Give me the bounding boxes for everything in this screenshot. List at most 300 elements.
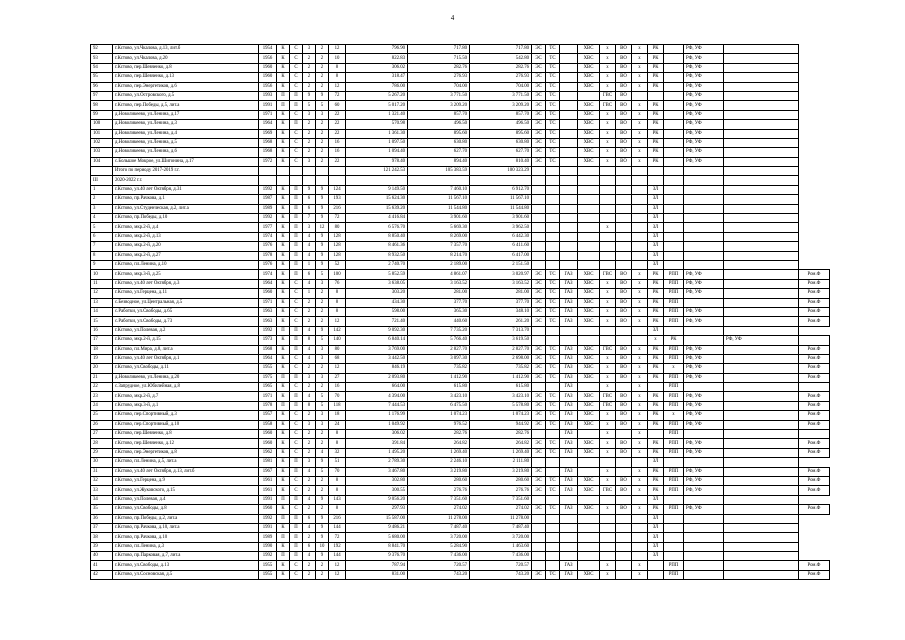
wall-material-b-cell	[290, 167, 303, 176]
floors-cell: 3	[316, 373, 329, 382]
mark-cell: х	[632, 120, 648, 129]
address-cell: г.Кстово, пл.Ленина, д.5, лит.а	[113, 458, 259, 467]
foundation-repair-cell	[724, 101, 799, 110]
mark-cell: х	[632, 317, 648, 326]
mark-cell: х	[632, 298, 648, 307]
total-area-cell: 1 321.40	[346, 110, 408, 119]
sewerage-cell	[616, 176, 632, 185]
floors-cell: 2	[316, 430, 329, 439]
wall-material-a-cell: К	[277, 486, 290, 495]
basement-repair-cell	[664, 495, 684, 504]
wall-material-a-cell: К	[277, 570, 290, 579]
mark-cell	[632, 185, 648, 194]
mark-cell	[632, 176, 648, 185]
mark-cell: х	[632, 373, 648, 382]
row-number-cell: 27	[91, 430, 113, 439]
basement-repair-cell	[664, 242, 684, 251]
apartments-cell: 8	[329, 63, 346, 72]
basement-repair-cell	[664, 514, 684, 523]
power-supply-cell: ЭС	[532, 345, 546, 354]
heat-supply-cell: ТС	[546, 411, 560, 420]
facade-repair-cell	[684, 514, 724, 523]
gas-supply-cell	[560, 542, 578, 551]
roof-repair-cell: РК	[648, 439, 664, 448]
roof-repair-cell	[648, 570, 664, 579]
power-supply-cell	[532, 260, 546, 269]
power-supply-cell: ЭС	[532, 270, 546, 279]
mark-cell: х	[632, 430, 648, 439]
heat-supply-cell	[546, 326, 560, 335]
table-row	[91, 298, 830, 307]
total-area-cell: 300.55	[346, 486, 408, 495]
sewerage-cell: ВО	[616, 101, 632, 110]
cold-water-cell: ХВС	[578, 63, 600, 72]
address-cell: 2020-2022 г.г.	[113, 176, 259, 185]
foundation-repair-cell	[724, 458, 799, 467]
cold-water-cell: ХВС	[578, 148, 600, 157]
living-area-cell: 5 284.90	[408, 542, 470, 551]
foundation-repair-cell	[724, 392, 799, 401]
total-area-cell: 297.93	[346, 505, 408, 514]
roof-repair-cell: ЗЛ	[648, 195, 664, 204]
basement-repair-cell	[664, 185, 684, 194]
hot-water-cell: х	[600, 129, 616, 138]
total-area-cell: 306.02	[346, 430, 408, 439]
heat-supply-cell	[546, 242, 560, 251]
living-area-cell: 3 209.20	[408, 101, 470, 110]
hot-water-cell: х	[600, 317, 616, 326]
address-cell: г.Кстово, мкр.3-й, д.1	[113, 401, 259, 410]
basement-repair-cell	[664, 232, 684, 241]
floors-cell: 9	[316, 185, 329, 194]
wall-material-a-cell: К	[277, 195, 290, 204]
entrances-cell: 8	[303, 401, 316, 410]
living-area-cell: 365.30	[408, 307, 470, 316]
living-area-cell: 11 567.10	[408, 195, 470, 204]
basement-repair-cell: РПП	[664, 467, 684, 476]
undefined-cell	[799, 430, 830, 439]
wall-material-a-cell: К	[277, 411, 290, 420]
wall-material-b-cell: С	[290, 63, 303, 72]
facade-repair-cell: РФ, УФ	[684, 476, 724, 485]
facade-repair-cell: РФ, УФ	[684, 101, 724, 110]
row-number-cell	[91, 167, 113, 176]
entrances-cell: 3	[303, 420, 316, 429]
apartments-cell: 192	[329, 542, 346, 551]
sewerage-cell: ВО	[616, 373, 632, 382]
apartments-cell: 100	[329, 270, 346, 279]
floors-cell: 9	[316, 523, 329, 532]
residential-area-cell: 11 278.00	[470, 514, 532, 523]
mark-cell	[632, 495, 648, 504]
apartments-cell: 80	[329, 345, 346, 354]
table-row	[91, 167, 830, 176]
mark-cell: х	[632, 401, 648, 410]
row-number-cell: 94	[91, 63, 113, 72]
floors-cell: 2	[316, 476, 329, 485]
foundation-repair-cell	[724, 354, 799, 363]
entrances-cell: 5	[303, 101, 316, 110]
living-area-cell: 7 357.70	[408, 242, 470, 251]
basement-repair-cell: РПП	[664, 486, 684, 495]
entrances-cell: 2	[303, 476, 316, 485]
undefined-cell: Ром.Ф	[799, 392, 830, 401]
apartments-cell: 16	[329, 138, 346, 147]
roof-repair-cell: РК	[648, 138, 664, 147]
build-year-cell: 1954	[259, 45, 277, 54]
mark-cell: х	[632, 110, 648, 119]
build-year-cell: 1955	[259, 364, 277, 373]
facade-repair-cell: РФ, УФ	[684, 364, 724, 373]
basement-repair-cell: РПП	[664, 307, 684, 316]
foundation-repair-cell	[724, 148, 799, 157]
row-number-cell: 38	[91, 533, 113, 542]
table-row	[91, 354, 830, 363]
total-area-cell: 786.00	[346, 82, 408, 91]
entrances-cell: 4	[303, 242, 316, 251]
table-row	[91, 176, 830, 185]
wall-material-b-cell: П	[290, 185, 303, 194]
build-year-cell: 1971	[259, 110, 277, 119]
entrances-cell: 6	[303, 270, 316, 279]
mark-cell: х	[632, 486, 648, 495]
entrances-cell: 9	[303, 185, 316, 194]
basement-repair-cell	[664, 223, 684, 232]
basement-repair-cell	[664, 458, 684, 467]
floors-cell: 2	[316, 298, 329, 307]
address-cell: г.Кстово, ул.Полевая, д.4	[113, 495, 259, 504]
hot-water-cell: х	[600, 307, 616, 316]
wall-material-a-cell: К	[277, 242, 290, 251]
foundation-repair-cell	[724, 232, 799, 241]
apartments-cell: 8	[329, 476, 346, 485]
address-cell: г.Кстово, пер.Спортивный, д.3	[113, 411, 259, 420]
facade-repair-cell	[684, 260, 724, 269]
residential-area-cell: 717.80	[470, 45, 532, 54]
facade-repair-cell	[684, 298, 724, 307]
wall-material-b-cell: С	[290, 317, 303, 326]
residential-area-cell: 281.00	[470, 289, 532, 298]
heat-supply-cell	[546, 383, 560, 392]
sewerage-cell	[616, 242, 632, 251]
apartments-cell	[329, 167, 346, 176]
foundation-repair-cell	[724, 279, 799, 288]
power-supply-cell: ЭС	[532, 411, 546, 420]
gas-supply-cell	[560, 73, 578, 82]
build-year-cell: 1992	[259, 214, 277, 223]
residential-area-cell: 3 209.20	[470, 101, 532, 110]
build-year-cell: 1968	[259, 345, 277, 354]
basement-repair-cell	[664, 129, 684, 138]
gas-supply-cell: ГАЗ	[560, 467, 578, 476]
residential-area-cell: 3 020.97	[470, 270, 532, 279]
wall-material-b-cell: П	[290, 232, 303, 241]
wall-material-a-cell: К	[277, 260, 290, 269]
floors-cell: 3	[316, 110, 329, 119]
basement-repair-cell: РПП	[664, 270, 684, 279]
sewerage-cell: ВО	[616, 129, 632, 138]
power-supply-cell	[532, 223, 546, 232]
power-supply-cell: ЭС	[532, 110, 546, 119]
entrances-cell: 4	[303, 345, 316, 354]
entrances-cell: 4	[303, 523, 316, 532]
facade-repair-cell: РФ, УФ	[684, 73, 724, 82]
entrances-cell: 2	[303, 364, 316, 373]
roof-repair-cell: РК	[648, 448, 664, 457]
living-area-cell: 2 246.10	[408, 458, 470, 467]
apartments-cell: 70	[329, 467, 346, 476]
apartments-cell: 8	[329, 430, 346, 439]
sewerage-cell	[616, 467, 632, 476]
cold-water-cell: ХВС	[578, 570, 600, 579]
undefined-cell: Ром.Ф	[799, 307, 830, 316]
facade-repair-cell	[684, 458, 724, 467]
sewerage-cell	[616, 561, 632, 570]
gas-supply-cell	[560, 176, 578, 185]
gas-supply-cell	[560, 251, 578, 260]
hot-water-cell: х	[600, 82, 616, 91]
table-row	[91, 91, 830, 100]
foundation-repair-cell	[724, 401, 799, 410]
total-area-cell: 846.19	[346, 364, 408, 373]
table-row	[91, 270, 830, 279]
total-area-cell: 4 394.00	[346, 392, 408, 401]
table-row	[91, 289, 830, 298]
gas-supply-cell: ГАЗ	[560, 570, 578, 579]
basement-repair-cell: РПП	[664, 401, 684, 410]
wall-material-a-cell: К	[277, 364, 290, 373]
row-number-cell: 32	[91, 476, 113, 485]
address-cell: г.Кстово, ул.Полевая, д.2	[113, 326, 259, 335]
cold-water-cell: ХВС	[578, 439, 600, 448]
apartments-cell: 72	[329, 533, 346, 542]
hot-water-cell	[600, 260, 616, 269]
gas-supply-cell: ГАЗ	[560, 345, 578, 354]
sewerage-cell: ВО	[616, 45, 632, 54]
mark-cell: х	[632, 54, 648, 63]
apartments-cell: 22	[329, 129, 346, 138]
row-number-cell: 21	[91, 373, 113, 382]
heat-supply-cell	[546, 514, 560, 523]
cold-water-cell: ХВС	[578, 82, 600, 91]
sewerage-cell: ВО	[616, 157, 632, 166]
power-supply-cell: ЭС	[532, 298, 546, 307]
table-row	[91, 54, 830, 63]
wall-material-a-cell: К	[277, 45, 290, 54]
residential-area-cell: 542.80	[470, 54, 532, 63]
mark-cell: х	[632, 354, 648, 363]
entrances-cell	[303, 176, 316, 185]
facade-repair-cell	[684, 533, 724, 542]
entrances-cell: 1	[303, 289, 316, 298]
roof-repair-cell	[648, 430, 664, 439]
address-cell: г.Кстово, ул.Сосновская, д.5	[113, 570, 259, 579]
floors-cell: 9	[316, 533, 329, 542]
cold-water-cell: ХВС	[578, 298, 600, 307]
gas-supply-cell: ГАЗ	[560, 289, 578, 298]
table-row	[91, 251, 830, 260]
residential-area-cell: 7 351.60	[470, 495, 532, 504]
table-row	[91, 495, 830, 504]
apartments-cell: 144	[329, 552, 346, 561]
table-row	[91, 448, 830, 457]
address-cell: д.Новоликеево, ул.Ленина, д.3	[113, 120, 259, 129]
cold-water-cell	[578, 542, 600, 551]
basement-repair-cell	[664, 204, 684, 213]
foundation-repair-cell	[724, 45, 799, 54]
roof-repair-cell: РК	[648, 307, 664, 316]
power-supply-cell	[532, 167, 546, 176]
heat-supply-cell: ТС	[546, 82, 560, 91]
build-year-cell: 1976	[259, 242, 277, 251]
sewerage-cell: ВО	[616, 110, 632, 119]
sewerage-cell	[616, 552, 632, 561]
power-supply-cell	[532, 336, 546, 345]
power-supply-cell: ЭС	[532, 82, 546, 91]
wall-material-a-cell: К	[277, 120, 290, 129]
foundation-repair-cell	[724, 476, 799, 485]
heat-supply-cell: ТС	[546, 54, 560, 63]
facade-repair-cell	[684, 542, 724, 551]
residential-area-cell: 735.82	[470, 364, 532, 373]
wall-material-b-cell: С	[290, 82, 303, 91]
cold-water-cell: ХВС	[578, 138, 600, 147]
facade-repair-cell	[684, 561, 724, 570]
heat-supply-cell: ТС	[546, 373, 560, 382]
build-year-cell: 1977	[259, 223, 277, 232]
total-area-cell: 1 094.40	[346, 148, 408, 157]
total-area-cell: 5 852.59	[346, 270, 408, 279]
sewerage-cell: ВО	[616, 420, 632, 429]
apartments-cell: 124	[329, 185, 346, 194]
address-cell: г.Кстово, пл.Мира, д.8, лит.а	[113, 345, 259, 354]
entrances-cell: 1	[303, 260, 316, 269]
total-area-cell: 831.00	[346, 570, 408, 579]
foundation-repair-cell	[724, 561, 799, 570]
sewerage-cell: ВО	[616, 270, 632, 279]
power-supply-cell	[532, 232, 546, 241]
wall-material-a-cell: К	[277, 204, 290, 213]
foundation-repair-cell	[724, 307, 799, 316]
heat-supply-cell	[546, 523, 560, 532]
residential-area-cell: 496.50	[470, 120, 532, 129]
living-area-cell: 743.20	[408, 570, 470, 579]
wall-material-a-cell: К	[277, 430, 290, 439]
undefined-cell: Ром.Ф	[799, 270, 830, 279]
foundation-repair-cell	[724, 195, 799, 204]
build-year-cell: 1973	[259, 336, 277, 345]
roof-repair-cell: РК	[648, 120, 664, 129]
gas-supply-cell	[560, 63, 578, 72]
cold-water-cell: ХВС	[578, 411, 600, 420]
residential-area-cell: 1 463.60	[470, 542, 532, 551]
wall-material-a-cell: П	[277, 373, 290, 382]
power-supply-cell: ЭС	[532, 307, 546, 316]
row-number-cell: 35	[91, 505, 113, 514]
foundation-repair-cell	[724, 514, 799, 523]
wall-material-a-cell: П	[277, 91, 290, 100]
foundation-repair-cell	[724, 242, 799, 251]
foundation-repair-cell	[724, 185, 799, 194]
hot-water-cell: х	[600, 467, 616, 476]
build-year-cell: 1974	[259, 232, 277, 241]
living-area-cell: 8 214.70	[408, 251, 470, 260]
facade-repair-cell	[684, 251, 724, 260]
power-supply-cell	[532, 561, 546, 570]
hot-water-cell: х	[600, 120, 616, 129]
living-area-cell: 720.57	[408, 561, 470, 570]
undefined-cell: Ром.Ф	[799, 345, 830, 354]
undefined-cell: Ром.Ф	[799, 476, 830, 485]
cold-water-cell: ХВС	[578, 157, 600, 166]
undefined-cell: Ром.Ф	[799, 420, 830, 429]
entrances-cell: 4	[303, 354, 316, 363]
build-year-cell: 1990	[259, 542, 277, 551]
row-number-cell: 100	[91, 120, 113, 129]
hot-water-cell: х	[600, 383, 616, 392]
floors-cell: 9	[316, 514, 329, 523]
foundation-repair-cell	[724, 214, 799, 223]
gas-supply-cell	[560, 185, 578, 194]
mark-cell: х	[632, 345, 648, 354]
row-number-cell: 31	[91, 467, 113, 476]
wall-material-a-cell: К	[277, 185, 290, 194]
wall-material-b-cell: П	[290, 326, 303, 335]
build-year-cell: 1956	[259, 82, 277, 91]
sewerage-cell	[616, 260, 632, 269]
living-area-cell: 735.82	[408, 364, 470, 373]
address-cell: г.Кстово, пер.Шевченко, д.13	[113, 73, 259, 82]
power-supply-cell: ЭС	[532, 148, 546, 157]
address-cell: г.Кстово, пр.Рачкова, д.10, лит.а	[113, 523, 259, 532]
wall-material-a-cell: К	[277, 63, 290, 72]
hot-water-cell: ГВС	[600, 345, 616, 354]
wall-material-b-cell: П	[290, 336, 303, 345]
power-supply-cell: ЭС	[532, 476, 546, 485]
residential-area-cell: 280.60	[470, 476, 532, 485]
address-cell: г.Кстово, пер.Энергетиков, д.6	[113, 82, 259, 91]
total-area-cell: 1 361.30	[346, 129, 408, 138]
residential-area-cell: 810.40	[470, 157, 532, 166]
heat-supply-cell	[546, 185, 560, 194]
wall-material-a-cell: К	[277, 448, 290, 457]
wall-material-a-cell: К	[277, 129, 290, 138]
table-body	[91, 45, 830, 580]
heat-supply-cell	[546, 176, 560, 185]
mark-cell: х	[632, 148, 648, 157]
address-cell: г.Кстово, пл.Ленина, д.3	[113, 542, 259, 551]
row-number-cell: 29	[91, 448, 113, 457]
cold-water-cell	[578, 251, 600, 260]
table-row	[91, 110, 830, 119]
wall-material-a-cell: К	[277, 354, 290, 363]
power-supply-cell: ЭС	[532, 420, 546, 429]
basement-repair-cell	[664, 251, 684, 260]
build-year-cell	[259, 176, 277, 185]
cold-water-cell	[578, 383, 600, 392]
mark-cell: х	[632, 561, 648, 570]
apartments-cell: 12	[329, 570, 346, 579]
cold-water-cell	[578, 458, 600, 467]
apartments-cell: 8	[329, 505, 346, 514]
foundation-repair-cell	[724, 176, 799, 185]
address-cell: г.Кстово, мкр.2-й, д.20	[113, 242, 259, 251]
floors-cell: 2	[316, 486, 329, 495]
basement-repair-cell	[664, 110, 684, 119]
power-supply-cell	[532, 552, 546, 561]
roof-repair-cell: РК	[648, 392, 664, 401]
cold-water-cell	[578, 223, 600, 232]
